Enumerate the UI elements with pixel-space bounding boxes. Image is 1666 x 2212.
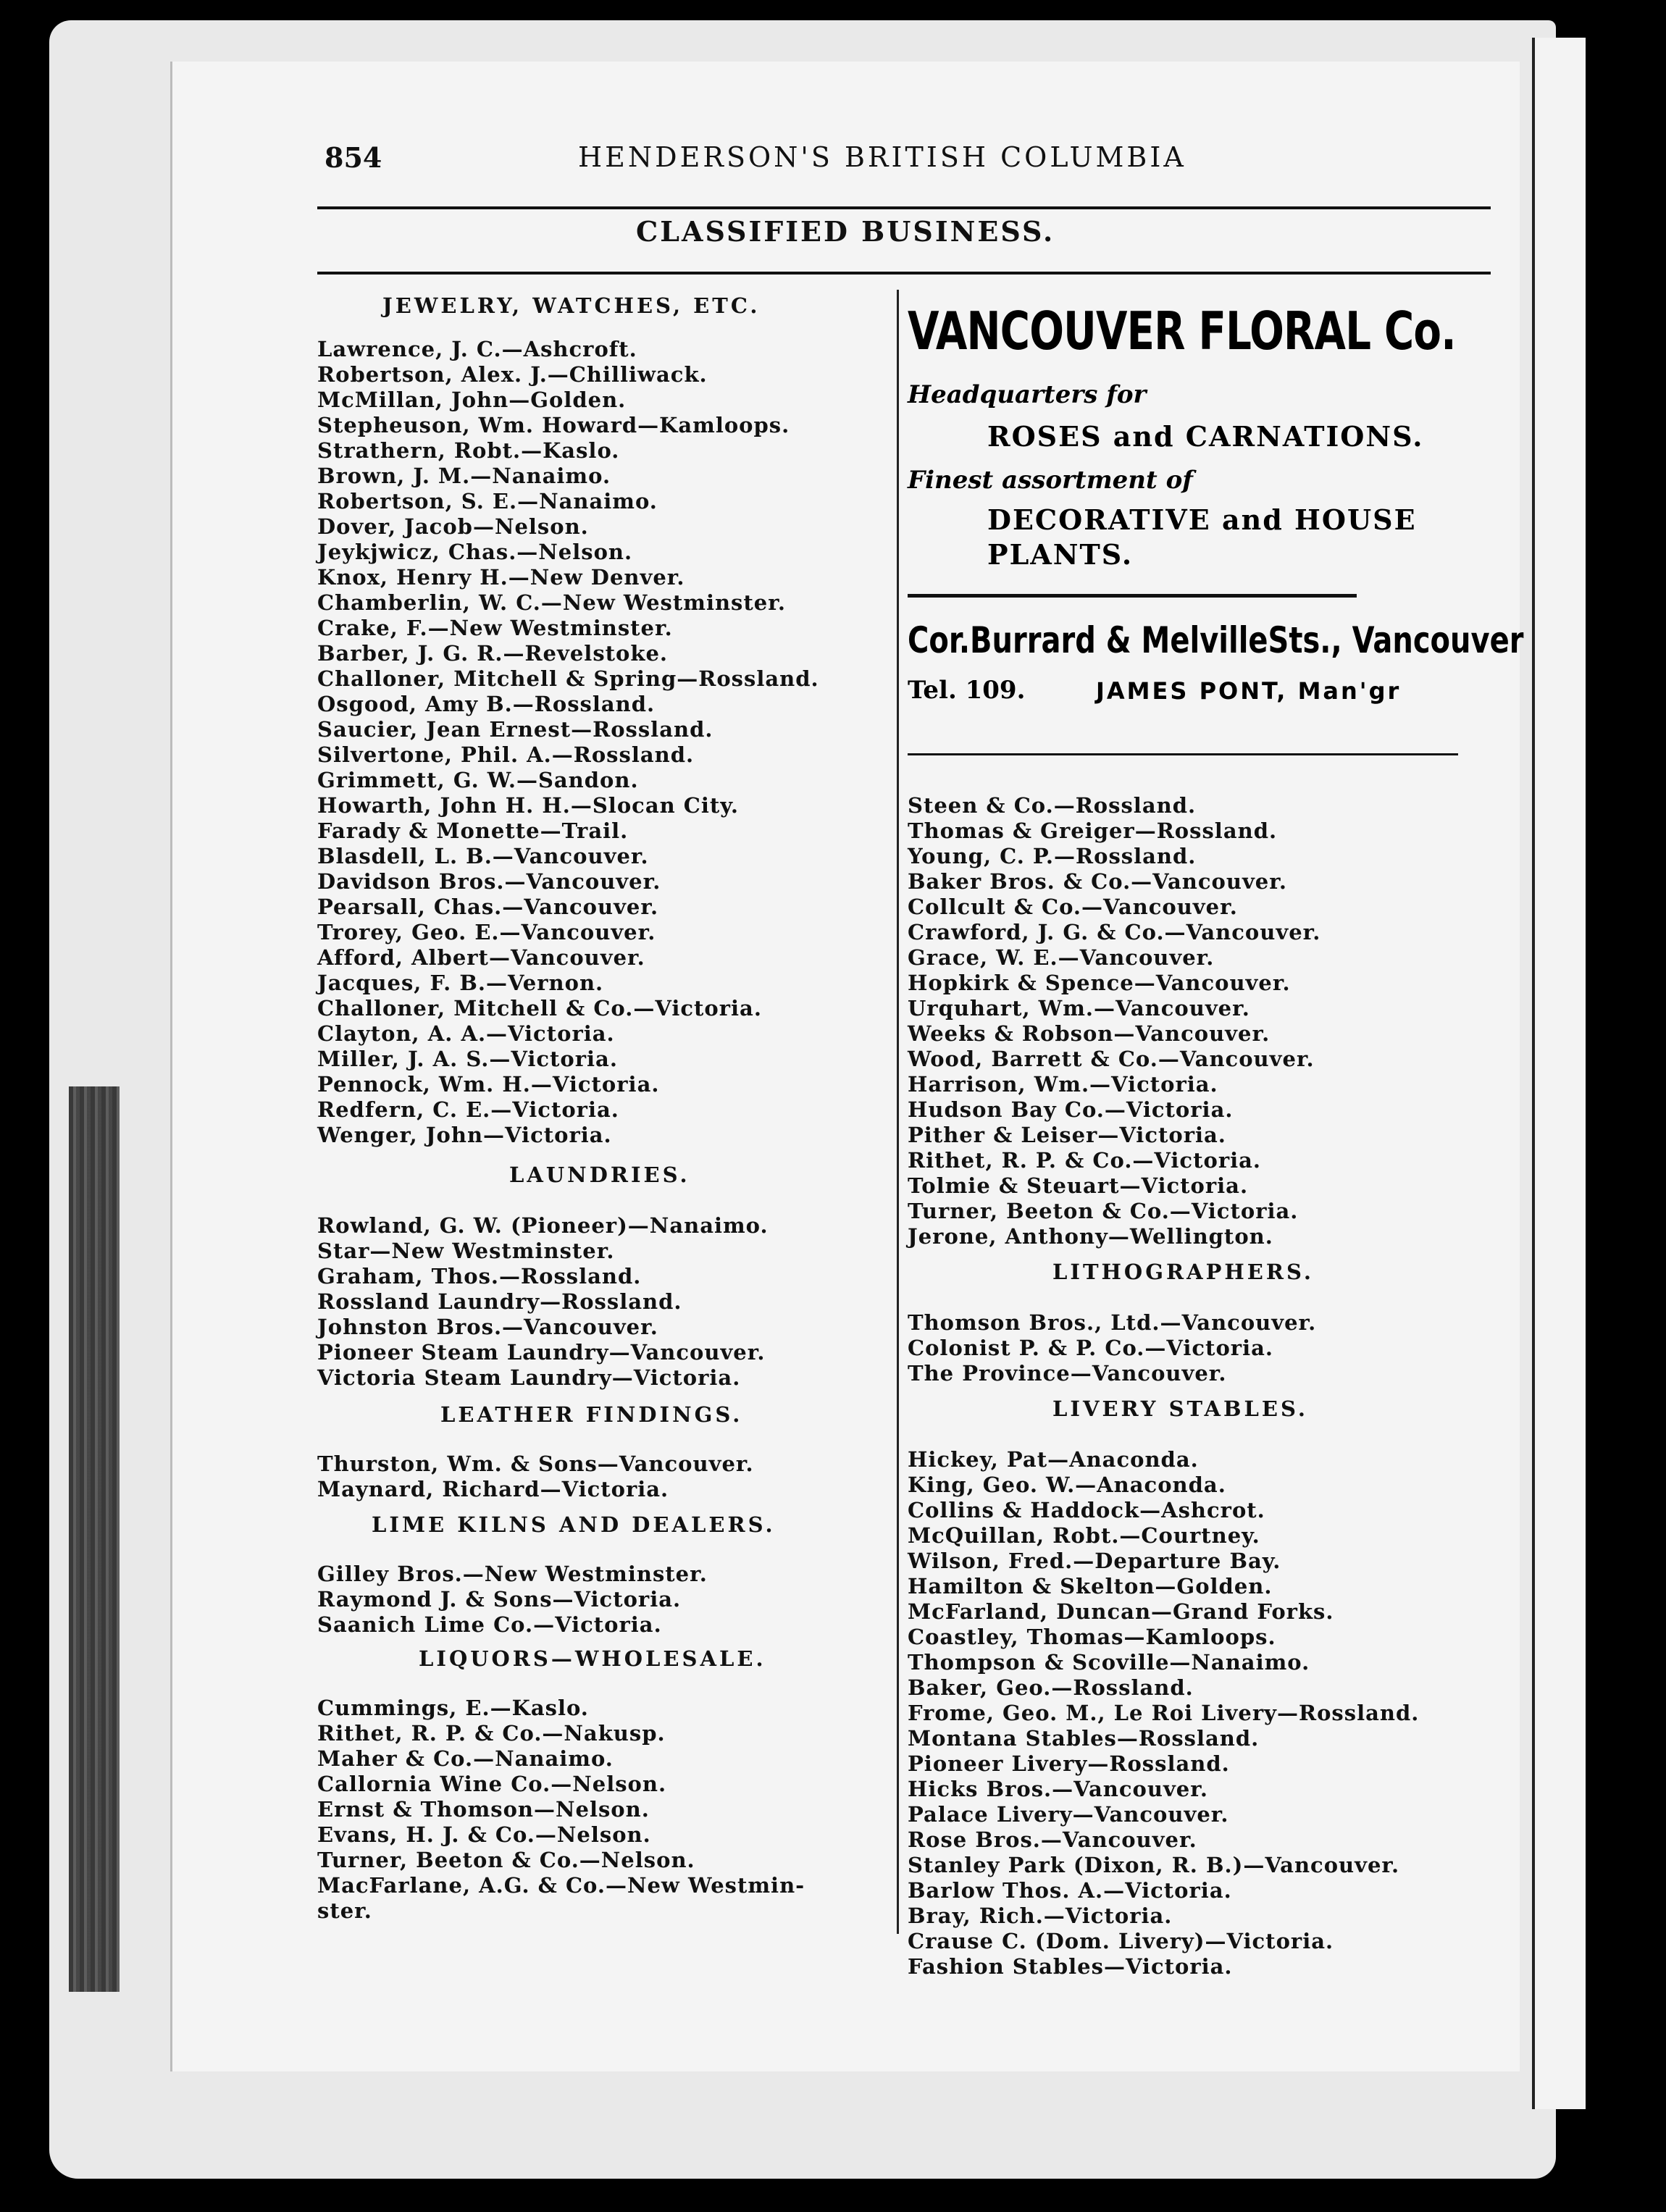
directory-entry: Knox, Henry H.—New Denver. [317,565,685,590]
section-heading-laundries: LAUNDRIES. [509,1162,690,1187]
directory-entry: Hudson Bay Co.—Victoria. [908,1097,1234,1122]
directory-entry: Robertson, Alex. J.—Chilliwack. [317,362,708,387]
directory-entry: Chamberlin, W. C.—New Westminster. [317,590,786,615]
directory-entry: Ernst & Thomson—Nelson. [317,1797,650,1822]
directory-entry: Johnston Bros.—Vancouver. [317,1315,658,1339]
ad-line-decorative: DECORATIVE and HOUSE [987,503,1417,536]
directory-entry: Turner, Beeton & Co.—Victoria. [908,1199,1299,1223]
running-title: HENDERSON'S BRITISH COLUMBIA [578,141,1186,173]
directory-entry: Jeykjwicz, Chas.—Nelson. [317,540,633,564]
directory-entry: Gilley Bros.—New Westminster. [317,1562,708,1586]
directory-entry: Miller, J. A. S.—Victoria. [317,1047,618,1071]
directory-entry: Lawrence, J. C.—Ashcroft. [317,337,637,361]
directory-entry: Farady & Monette—Trail. [317,818,629,843]
directory-entry: Graham, Thos.—Rossland. [317,1264,642,1289]
directory-entry: Raymond J. & Sons—Victoria. [317,1587,682,1612]
livery-list [908,1447,1625,1980]
directory-entry: Weeks & Robson—Vancouver. [908,1021,1271,1046]
directory-entry: Wood, Barrett & Co.—Vancouver. [908,1047,1315,1071]
directory-entry: Crake, F.—New Westminster. [317,616,673,640]
directory-entry: Maynard, Richard—Victoria. [317,1477,669,1501]
directory-entry: Stepheuson, Wm. Howard—Kamloops. [317,413,790,437]
directory-entry: Rowland, G. W. (Pioneer)—Nanaimo. [317,1213,769,1238]
directory-entry: Clayton, A. A.—Victoria. [317,1021,615,1046]
directory-entry: Palace Livery—Vancouver. [908,1802,1229,1827]
section-heading-jewelry: JEWELRY, WATCHES, ETC. [382,293,761,318]
directory-entry: Crawford, J. G. & Co.—Vancouver. [908,920,1321,944]
directory-entry: Pioneer Steam Laundry—Vancouver. [317,1340,766,1365]
ad-line-plants: PLANTS. [987,538,1134,571]
directory-entry: Saanich Lime Co.—Victoria. [317,1612,662,1637]
directory-entry: Callornia Wine Co.—Nelson. [317,1772,667,1796]
directory-entry: Evans, H. J. & Co.—Nelson. [317,1822,651,1847]
directory-entry: Thurston, Wm. & Sons—Vancouver. [317,1451,754,1476]
section-heading-leather: LEATHER FINDINGS. [440,1402,743,1427]
directory-entry: Victoria Steam Laundry—Victoria. [317,1365,741,1390]
page-number: 854 [325,141,382,174]
section-title: CLASSIFIED BUSINESS. [636,215,1055,248]
floral-advertisement [908,301,1632,771]
directory-entry: Colonist P. & P. Co.—Victoria. [908,1336,1273,1360]
directory-entry: ster. [317,1898,372,1923]
directory-entry: Challoner, Mitchell & Spring—Rossland. [317,666,819,691]
directory-entry: Howarth, John H. H.—Slocan City. [317,793,739,818]
directory-entry: Rithet, R. P. & Co.—Nakusp. [317,1721,666,1746]
ad-rule [908,594,1357,598]
directory-entry: Young, C. P.—Rossland. [908,844,1197,868]
directory-entry: Dover, Jacob—Nelson. [317,514,589,539]
section-heading-liquors: LIQUORS—WHOLESALE. [419,1646,766,1671]
directory-entry: Cummings, E.—Kaslo. [317,1696,589,1720]
directory-entry: Pearsall, Chas.—Vancouver. [317,895,659,919]
directory-entry: King, Geo. W.—Anaconda. [908,1472,1226,1497]
subheader-rule [317,272,1491,275]
directory-entry: Hicks Bros.—Vancouver. [908,1777,1208,1801]
directory-entry: Thompson & Scoville—Nanaimo. [908,1650,1310,1675]
directory-entry: Afford, Albert—Vancouver. [317,945,645,970]
ad-line-headquarters: Headquarters for [908,380,1147,409]
directory-entry: Hamilton & Skelton—Golden. [908,1574,1273,1599]
ad-line-finest: Finest assortment of [908,466,1193,495]
directory-entry: MacFarlane, A.G. & Co.—New Westmin- [317,1873,805,1898]
directory-entry: Tolmie & Steuart—Victoria. [908,1173,1249,1198]
directory-entry: McMillan, John—Golden. [317,387,627,412]
directory-entry: Pioneer Livery—Rossland. [908,1751,1230,1776]
section-heading-lithographers: LITHOGRAPHERS. [1052,1260,1314,1284]
directory-entry: Pennock, Wm. H.—Victoria. [317,1072,660,1097]
directory-entry: Grace, W. E.—Vancouver. [908,945,1215,970]
directory-entry: Rossland Laundry—Rossland. [317,1289,682,1314]
directory-entry: McQuillan, Robt.—Courtney. [908,1523,1260,1548]
directory-entry: Grimmett, G. W.—Sandon. [317,768,639,792]
directory-entry: Harrison, Wm.—Victoria. [908,1072,1218,1097]
directory-entry: Steen & Co.—Rossland. [908,793,1197,818]
directory-entry: Strathern, Robt.—Kaslo. [317,438,620,463]
directory-entry: Baker Bros. & Co.—Vancouver. [908,869,1287,894]
directory-entry: Thomson Bros., Ltd.—Vancouver. [908,1310,1317,1335]
directory-entry: Robertson, S. E.—Nanaimo. [317,489,658,514]
directory-entry: Silvertone, Phil. A.—Rossland. [317,742,695,767]
directory-entry: Collins & Haddock—Ashcrot. [908,1498,1265,1522]
directory-entry: Hickey, Pat—Anaconda. [908,1447,1199,1472]
directory-entry: Urquhart, Wm.—Vancouver. [908,996,1250,1021]
directory-entry: Blasdell, L. B.—Vancouver. [317,844,649,868]
directory-entry: The Province—Vancouver. [908,1361,1227,1386]
directory-entry: Pither & Leiser—Victoria. [908,1123,1226,1147]
section-heading-lime: LIME KILNS AND DEALERS. [372,1512,776,1537]
directory-entry: Hopkirk & Spence—Vancouver. [908,971,1291,995]
ad-bottom-rule [908,753,1458,755]
directory-entry: Coastley, Thomas—Kamloops. [908,1625,1276,1649]
ad-company-name: VANCOUVER FLORAL Co. [908,301,1456,361]
directory-entry: Saucier, Jean Ernest—Rossland. [317,717,713,742]
ad-telephone: Tel. 109. [908,676,1026,705]
ad-line-roses: ROSES and CARNATIONS. [987,420,1424,453]
ad-address: Cor.Burrard & MelvilleSts., Vancouver [908,619,1524,661]
directory-entry: Fashion Stables—Victoria. [908,1954,1233,1979]
directory-entry: Osgood, Amy B.—Rossland. [317,692,656,716]
directory-page [170,62,1524,2071]
directory-entry: Brown, J. M.—Nanaimo. [317,464,611,488]
directory-entry: Rithet, R. P. & Co.—Victoria. [908,1148,1262,1173]
directory-entry: Maher & Co.—Nanaimo. [317,1746,614,1771]
directory-entry: Turner, Beeton & Co.—Nelson. [317,1848,695,1872]
header-rule [317,206,1491,209]
liquors-continued-list [908,793,1625,1249]
directory-entry: Redfern, C. E.—Victoria. [317,1097,619,1122]
directory-entry: Rose Bros.—Vancouver. [908,1827,1197,1852]
directory-entry: Wenger, John—Victoria. [317,1123,612,1147]
page-header [172,141,1476,199]
directory-entry: Star—New Westminster. [317,1239,615,1263]
right-column [908,793,1625,1980]
directory-entry: Stanley Park (Dixon, R. B.)—Vancouver. [908,1853,1400,1877]
directory-entry: Thomas & Greiger—Rossland. [908,818,1278,843]
directory-entry: Montana Stables—Rossland. [908,1726,1260,1751]
directory-entry: Jerone, Anthony—Wellington. [908,1224,1273,1249]
page-binding-shadow [69,1086,120,1992]
directory-entry: Bray, Rich.—Victoria. [908,1903,1173,1928]
directory-entry: Davidson Bros.—Vancouver. [317,869,661,894]
directory-entry: Trorey, Geo. E.—Vancouver. [317,920,656,944]
section-heading-livery: LIVERY STABLES. [1052,1396,1309,1421]
directory-entry: Crause C. (Dom. Livery)—Victoria. [908,1929,1334,1953]
directory-entry: Barlow Thos. A.—Victoria. [908,1878,1232,1903]
ad-manager: JAMES PONT, Man'gr [1096,677,1402,705]
directory-entry: Baker, Geo.—Rossland. [908,1675,1194,1700]
directory-entry: McFarland, Duncan—Grand Forks. [908,1599,1334,1624]
directory-entry: Frome, Geo. M., Le Roi Livery—Rossland. [908,1701,1420,1725]
directory-entry: Challoner, Mitchell & Co.—Victoria. [317,996,762,1021]
lithographers-list [908,1310,1625,1386]
directory-entry: Jacques, F. B.—Vernon. [317,971,604,995]
directory-entry: Wilson, Fred.—Departure Bay. [908,1549,1281,1573]
directory-entry: Barber, J. G. R.—Revelstoke. [317,641,669,666]
directory-entry: Collcult & Co.—Vancouver. [908,895,1238,919]
